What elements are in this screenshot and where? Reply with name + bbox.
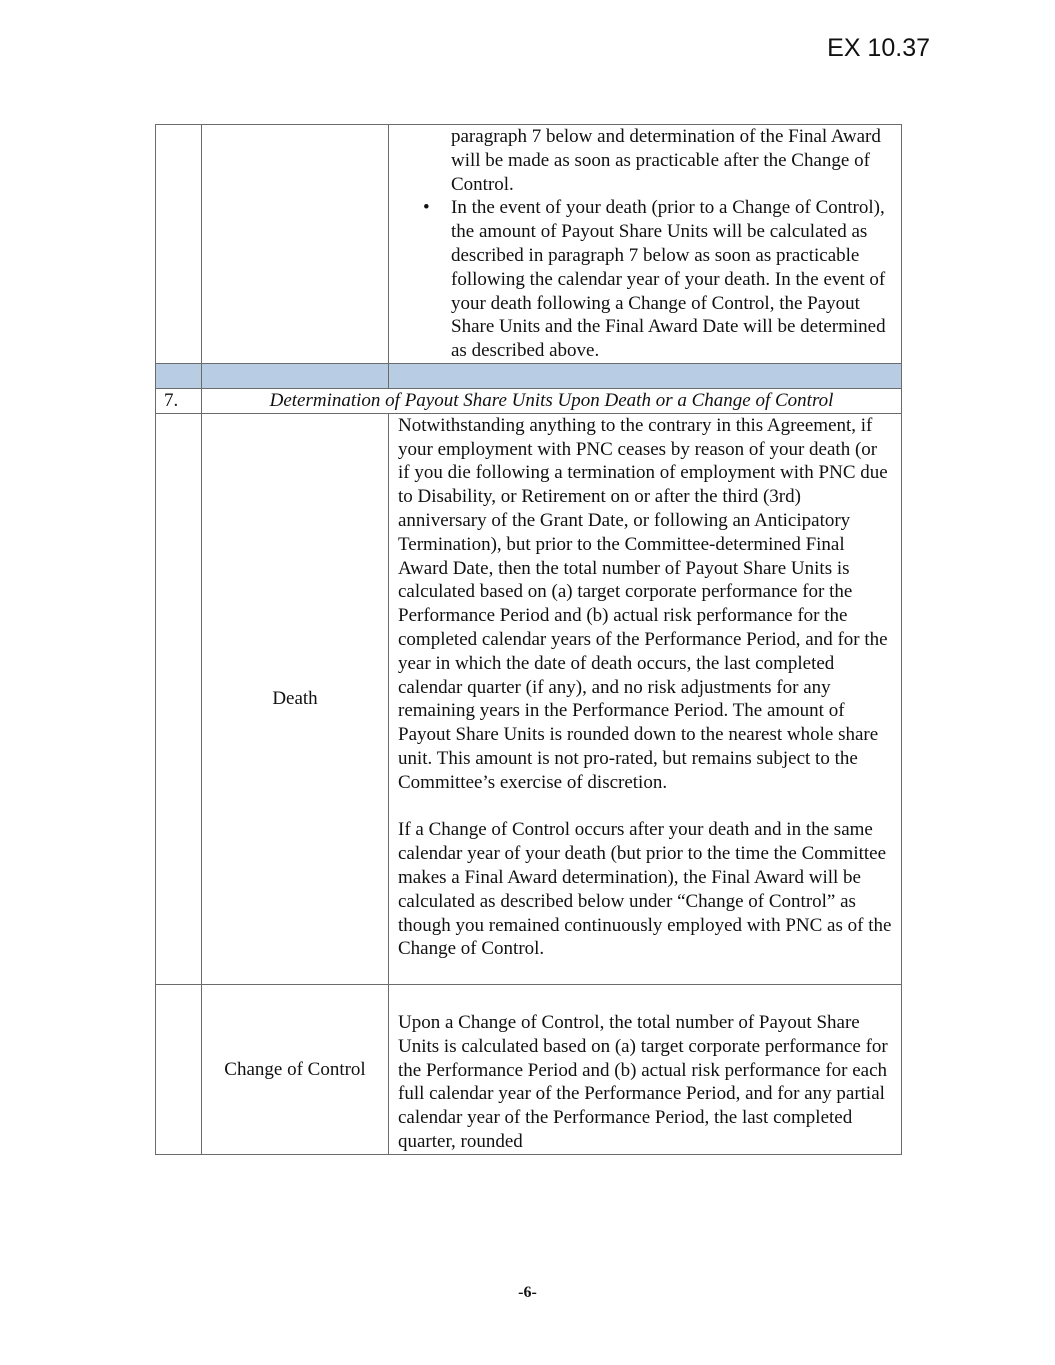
- death-body: [389, 413, 902, 984]
- continuation-row: [156, 125, 902, 364]
- section-title: Determination of Payout Share Units Upon Death or a Change of Control: [202, 388, 902, 413]
- death-label: Death: [202, 413, 389, 984]
- death-num-cell: [156, 413, 202, 984]
- continuation-text: paragraph 7 below and determination of the Final Award will be made as soon as practicable after the Change of Control.: [451, 126, 881, 195]
- continuation-num-cell: [156, 125, 202, 364]
- continuation-body-cell: [389, 125, 902, 364]
- change-of-control-label: Change of Control: [202, 985, 389, 1155]
- death-paragraph-1: Notwithstanding anything to the contrary in this Agreement, if your employment with PNC ceases by reason of your death (or if you die following a termination of employment with PNC due to Disability, or Retirement on or after the third (3rd) anniversary of the Grant Date, or following an Anticipatory Termination), but prior to the Committee-determined Final Award Date, then the total number of Payout Share Units is calculated based on (a) target corporate performance for the Performance Period and (b) actual risk performance for the completed calendar years of the Performance Period, and for the year in which the date of death occurs, the last completed calendar quarter (if any), and no risk adjustments for any remaining years in the Performance Period. The amount of Payout Share Units is rounded down to the nearest whole share unit. This amount is not pro-rated, but remains subject to the Committee’s exercise of discretion.: [398, 414, 888, 793]
- band-cell: [202, 363, 389, 388]
- bullet-text: In the event of your death (prior to a Change of Control), the amount of Payout Share Units will be calculated as described in paragraph 7 below as soon as practicable following the calendar year of your death. In the event of your death following a Change of Control, the Payout Share Units and the Final Award Date will be determined as described above.: [451, 197, 886, 362]
- coc-paragraph-1: Upon a Change of Control, the total number of Payout Share Units is calculated based on (a) target corporate performance for the Performance Period and (b) actual risk performance for each full calendar year of the Performance Period, and for any partial calendar year of the Performance Period, the last completed quarter, rounded: [398, 1012, 888, 1153]
- continuation-label-cell: [202, 125, 389, 364]
- bullet-icon: •: [423, 197, 430, 219]
- change-of-control-row: [156, 985, 902, 1155]
- section-divider-band: [156, 363, 902, 388]
- exhibit-label: EX 10.37: [827, 34, 930, 62]
- band-cell: [389, 363, 902, 388]
- band-cell: [156, 363, 202, 388]
- page-number: -6-: [518, 1284, 537, 1301]
- section-number: 7.: [156, 388, 202, 413]
- agreement-table: [155, 124, 902, 1155]
- death-paragraph-2: If a Change of Control occurs after your death and in the same calendar year of your death (but prior to the time the Committee makes a Final Award determination), the Final Award will be calculated as described below under “Change of Control” as though you remained continuously employed with PNC as of the Change of Control.: [398, 819, 892, 960]
- section-heading-row: [156, 388, 902, 413]
- death-row: [156, 413, 902, 984]
- bullet-item: [389, 196, 901, 363]
- coc-num-cell: [156, 985, 202, 1155]
- change-of-control-body: [389, 985, 902, 1155]
